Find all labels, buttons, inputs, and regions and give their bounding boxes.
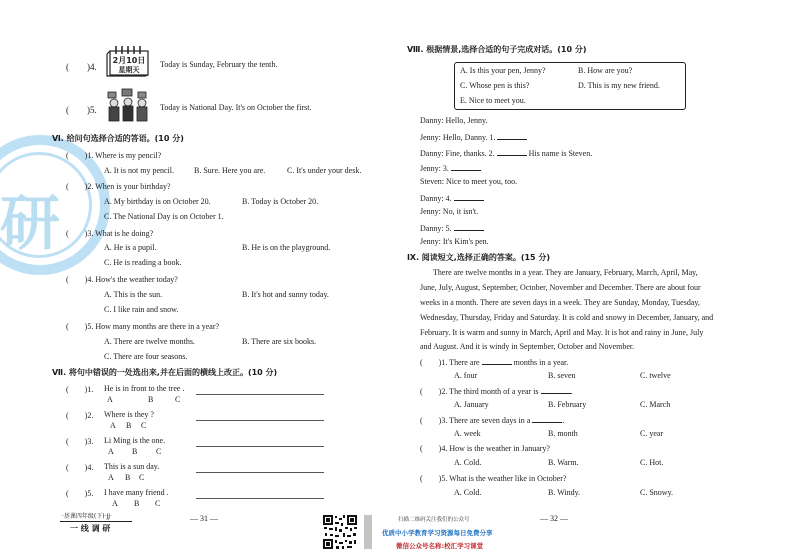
s7-q1-answer-line[interactable] <box>196 394 324 395</box>
s9-q5: ( )5. What is the weather like in October? <box>420 474 567 483</box>
s9-q2-opt-c: C. March <box>640 400 671 409</box>
s6-q4-opt-a: A. This is the sun. <box>104 290 163 299</box>
s7-q3-letter-b: B <box>132 447 138 456</box>
s9-q4: ( )4. How is the weather in January? <box>420 444 550 453</box>
s6-q5-opt-a: A. There are twelve months. <box>104 337 195 346</box>
s7-q1-letter-c: C <box>175 395 181 404</box>
s7-q4-sentence: This is a sun day. <box>104 462 160 471</box>
passage-line-2: June, July, August, September, October, November and December. There are about four <box>420 283 701 292</box>
s7-q3-letter-a: A <box>108 447 114 456</box>
national-day-picture <box>104 86 152 122</box>
s8-opt-e: E. Nice to meet you. <box>460 96 526 105</box>
s7-q3-sentence: Li Ming is the one. <box>104 436 166 445</box>
s9-q3-opt-a: A. week <box>454 429 481 438</box>
footer-divider <box>60 521 132 522</box>
s9-q2: ( )2. The third month of a year is . <box>420 387 573 396</box>
s9-q1: ( )1. There are months in a year. <box>420 358 569 367</box>
s7-q4-letter-b: B <box>125 473 131 482</box>
s7-q3-paren: ( )3. <box>66 437 94 446</box>
s9-q3-opt-c: C. year <box>640 429 664 438</box>
s7-q2-letter-a: A <box>110 421 116 430</box>
s6-q4-opt-c: C. I like rain and snow. <box>104 305 179 314</box>
s7-q1-letter-a: A <box>107 395 113 404</box>
qr-side-strip <box>364 515 372 549</box>
right-page-number: — 32 — <box>540 514 568 523</box>
passage-line-4: Wednesday, Thursday, Friday and Saturday. It is cold and snowy in December, January, and <box>420 313 714 322</box>
dialog-blank-1[interactable] <box>497 131 527 140</box>
section-8-title: Ⅷ. 根据情景,选择合适的句子完成对话。(10 分) <box>407 45 587 54</box>
s7-q5-answer-line[interactable] <box>196 498 324 499</box>
s7-q2-letter-c: C <box>141 421 147 430</box>
s6-q4-opt-b: B. It's hot and sunny today. <box>242 290 329 299</box>
s7-q2-letter-b: B <box>126 421 132 430</box>
s6-q1: ( )1. Where is my pencil? <box>66 151 162 160</box>
dialog-line-2: Jenny: Hello, Danny. 1. <box>420 131 527 142</box>
s7-q4-letter-a: A <box>108 473 114 482</box>
s7-q5-paren: ( )5. <box>66 489 94 498</box>
s7-q2-sentence: Where is they ? <box>104 410 154 419</box>
s6-q3-opt-b: B. He is on the playground. <box>242 243 331 252</box>
s6-q2-opt-c: C. The National Day is on October 1. <box>104 212 224 221</box>
dialog-blank-2[interactable] <box>497 147 527 156</box>
left-page-number: — 31 — <box>190 514 218 523</box>
passage-line-5: February. It is warm and sunny in March, April and May. It is hot and rainy in June, July <box>420 328 704 337</box>
s6-q3-opt-a: A. He is a pupil. <box>104 243 157 252</box>
s6-q5-opt-b: B. There are six books. <box>242 337 317 346</box>
dialog-line-5: Steven: Nice to meet you, too. <box>420 177 518 186</box>
s7-q5-letter-a: A <box>112 499 118 508</box>
s9-q1-opt-b: B. seven <box>548 371 576 380</box>
s9-q2-opt-a: A. January <box>454 400 489 409</box>
wechat-account: 微信公众号名称:校汇学习课堂 <box>396 542 484 550</box>
dialog-line-7: Jenny: No, it isn't. <box>420 207 479 216</box>
s9-q3-blank[interactable] <box>532 414 562 423</box>
s7-q4-paren: ( )4. <box>66 463 94 472</box>
q4-paren: ( )4. <box>66 62 97 72</box>
s7-q1-paren: ( )1. <box>66 385 94 394</box>
s9-q5-opt-b: B. Windy. <box>548 488 581 497</box>
section-6-title: Ⅵ. 给问句选择合适的答语。(10 分) <box>52 134 184 143</box>
s8-opt-a: A. Is this your pen, Jenny? <box>460 66 546 75</box>
s8-opt-d: D. This is my new friend. <box>578 81 660 90</box>
dialog-line-8: Danny: 5. <box>420 222 484 233</box>
watermark-char: 研 <box>0 189 60 259</box>
s9-q5-opt-c: C. Snowy. <box>640 488 674 497</box>
q5-paren: ( )5. <box>66 105 97 115</box>
s6-q3: ( )3. What is he doing? <box>66 229 154 238</box>
q5-sentence: Today is National Day. It's on October the first. <box>160 103 312 112</box>
dialog-line-6: Danny: 4. <box>420 192 484 203</box>
s7-q2-paren: ( )2. <box>66 411 94 420</box>
s6-q2: ( )2. When is your birthday? <box>66 182 171 191</box>
s9-q3-opt-b: B. month <box>548 429 578 438</box>
calendar-line-2: 星期天 <box>118 66 140 74</box>
promo-text: 优质中小学教育学习资源每日免费分享 <box>382 529 493 537</box>
s9-q1-opt-a: A. four <box>454 371 478 380</box>
s6-q5: ( )5. How many months are there in a year? <box>66 322 220 331</box>
dialog-line-1: Danny: Hello, Jenny. <box>420 116 488 125</box>
section-9-title: Ⅸ. 阅读短文,选择正确的答案。(15 分) <box>407 253 551 262</box>
scan-instruction: 扫描二维码关注我们的公众号 <box>398 517 470 523</box>
passage-line-6: and August. And it is windy in September, October and November. <box>420 342 635 351</box>
s9-q3: ( )3. There are seven days in a . <box>420 416 565 425</box>
s6-q1-opt-c: C. It's under your desk. <box>287 166 362 175</box>
s6-q2-opt-b: B. Today is October 20. <box>242 197 319 206</box>
q4-sentence: Today is Sunday, February the tenth. <box>160 60 278 69</box>
dialog-line-4: Jenny: 3. <box>420 162 481 173</box>
passage-line-3: weeks in a month. There are seven days in a week. They are Sunday, Monday, Tuesday, <box>420 298 700 307</box>
s7-q1-letter-b: B <box>148 395 154 404</box>
dialog-blank-4[interactable] <box>454 192 484 201</box>
calendar-line-1: 2月10日 <box>112 56 146 65</box>
s9-q2-blank[interactable] <box>541 385 571 394</box>
section-7-title: Ⅶ. 将句中错误的一处选出来,并在后面的横线上改正。(10 分) <box>52 368 278 377</box>
dialog-line-9: Jenny: It's Kim's pen. <box>420 237 489 246</box>
s6-q2-opt-a: A. My birthday is on October 20. <box>104 197 211 206</box>
s6-q5-opt-c: C. There are four seasons. <box>104 352 188 361</box>
s7-q2-answer-line[interactable] <box>196 420 324 421</box>
dialog-blank-3[interactable] <box>451 162 481 171</box>
s7-q5-letter-b: B <box>134 499 140 508</box>
s7-q4-answer-line[interactable] <box>196 472 324 473</box>
s8-opt-b: B. How are you? <box>578 66 633 75</box>
footer-series: ·基课四年级(下)·JJ· <box>62 513 112 520</box>
passage-line-1: There are twelve months in a year. They are January, February, March, April, May, <box>433 268 698 277</box>
s9-q4-opt-c: C. Hot. <box>640 458 664 467</box>
s7-q4-letter-c: C <box>139 473 145 482</box>
s8-opt-c: C. Whose pen is this? <box>460 81 530 90</box>
s6-q3-opt-c: C. He is reading a book. <box>104 258 182 267</box>
s7-q3-answer-line[interactable] <box>196 446 324 447</box>
s9-q4-opt-a: A. Cold. <box>454 458 482 467</box>
s6-q1-opt-a: A. It is not my pencil. <box>104 166 174 175</box>
s7-q1-sentence: He is in front to the tree . <box>104 384 185 393</box>
s9-q1-opt-c: C. twelve <box>640 371 671 380</box>
s7-q5-sentence: I have many friend . <box>104 488 169 497</box>
dialog-blank-5[interactable] <box>454 222 484 231</box>
s6-q4: ( )4. How's the weather today? <box>66 275 178 284</box>
s9-q1-blank[interactable] <box>482 356 512 365</box>
qr-code-icon <box>322 514 358 550</box>
s7-q3-letter-c: C <box>156 447 162 456</box>
footer-brand: 一 线 调 研 <box>70 524 111 533</box>
s9-q2-opt-b: B. February <box>548 400 587 409</box>
s6-q1-opt-b: B. Sure. Here you are. <box>194 166 266 175</box>
s9-q4-opt-b: B. Warm. <box>548 458 579 467</box>
calendar-picture <box>104 43 152 77</box>
s7-q5-letter-c: C <box>155 499 161 508</box>
dialog-line-3: Danny: Fine, thanks. 2. His name is Steven. <box>420 149 593 158</box>
s9-q5-opt-a: A. Cold. <box>454 488 482 497</box>
